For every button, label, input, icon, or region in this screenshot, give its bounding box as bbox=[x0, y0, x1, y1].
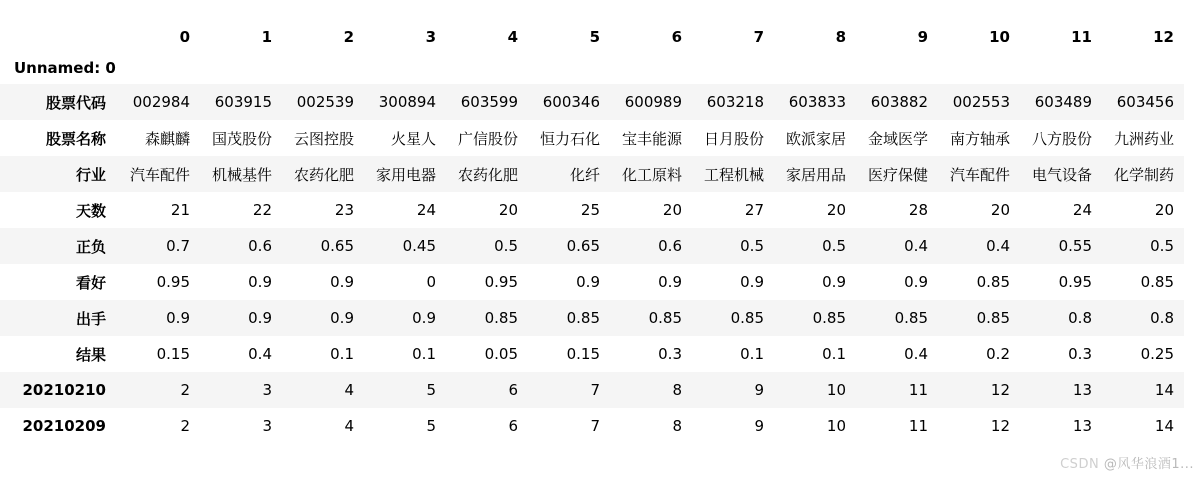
column-header: 8 bbox=[835, 28, 846, 46]
column-header: 11 bbox=[1071, 28, 1092, 46]
row-label: 看好 bbox=[75, 273, 106, 292]
cell: 600346 bbox=[528, 84, 610, 120]
column-header: 3 bbox=[425, 28, 436, 46]
cell: 0.5 bbox=[1102, 228, 1184, 264]
cell: 6 bbox=[446, 372, 528, 408]
table-row bbox=[0, 120, 1184, 156]
column-header: 9 bbox=[917, 28, 928, 46]
cell: 医疗保健 bbox=[856, 156, 938, 192]
cell: 4 bbox=[282, 372, 364, 408]
cell: 机械基件 bbox=[200, 156, 282, 192]
row-label: 行业 bbox=[0, 156, 118, 192]
header-corner-blank bbox=[0, 0, 118, 52]
cell: 002984 bbox=[118, 84, 200, 120]
column-header: 7 bbox=[753, 28, 764, 46]
cell: 0.15 bbox=[156, 345, 190, 363]
table-row bbox=[0, 84, 1184, 120]
cell: 300894 bbox=[364, 84, 446, 120]
row-label: 出手 bbox=[0, 300, 118, 336]
cell: 12 bbox=[990, 417, 1010, 435]
cell: 0.4 bbox=[248, 345, 272, 363]
cell: 0.65 bbox=[528, 228, 610, 264]
cell: 工程机械 bbox=[692, 156, 774, 192]
table-row bbox=[0, 300, 1184, 336]
cell: 10 bbox=[774, 372, 856, 408]
cell: 20 bbox=[662, 201, 682, 219]
cell: 0.85 bbox=[1140, 273, 1174, 291]
cell: 27 bbox=[744, 201, 764, 219]
cell: 欧派家居 bbox=[785, 129, 846, 148]
cell: 云图控股 bbox=[293, 129, 354, 148]
cell: 2 bbox=[118, 372, 200, 408]
cell: 0.9 bbox=[248, 273, 272, 291]
cell: 0.6 bbox=[200, 228, 282, 264]
cell: 0.95 bbox=[484, 273, 518, 291]
cell: 13 bbox=[1020, 372, 1102, 408]
cell: 电气设备 bbox=[1020, 156, 1102, 192]
cell: 日月股份 bbox=[703, 129, 764, 148]
cell: 25 bbox=[580, 201, 600, 219]
column-header: 4 bbox=[507, 28, 518, 46]
watermark-text: @风华浪酒1... bbox=[1103, 457, 1194, 472]
cell: 0.9 bbox=[200, 300, 282, 336]
watermark-tag: CSDN bbox=[1060, 457, 1100, 472]
cell: 森麒麟 bbox=[144, 129, 190, 148]
cell: 603882 bbox=[856, 84, 938, 120]
cell: 20 bbox=[826, 201, 846, 219]
cell: 23 bbox=[334, 201, 354, 219]
cell: 化工原料 bbox=[610, 156, 692, 192]
cell: 八方股份 bbox=[1031, 129, 1092, 148]
cell: 国茂股份 bbox=[211, 129, 272, 148]
cell: 11 bbox=[856, 372, 938, 408]
cell: 0.9 bbox=[282, 300, 364, 336]
cell: 化学制药 bbox=[1102, 156, 1184, 192]
cell: 22 bbox=[252, 201, 272, 219]
cell: 002553 bbox=[938, 84, 1020, 120]
row-label: 天数 bbox=[75, 201, 106, 220]
cell: 0.1 bbox=[822, 345, 846, 363]
cell: 0.3 bbox=[1068, 345, 1092, 363]
cell: 化纤 bbox=[528, 156, 610, 192]
cell: 0.1 bbox=[412, 345, 436, 363]
cell: 金域医学 bbox=[867, 129, 928, 148]
cell: 12 bbox=[938, 372, 1020, 408]
cell: 0.9 bbox=[740, 273, 764, 291]
cell: 0.85 bbox=[446, 300, 528, 336]
row-label: 20210210 bbox=[0, 372, 118, 408]
column-header: 2 bbox=[343, 28, 354, 46]
cell: 家用电器 bbox=[364, 156, 446, 192]
cell: 0.85 bbox=[610, 300, 692, 336]
cell: 20 bbox=[498, 201, 518, 219]
cell: 恒力石化 bbox=[539, 129, 600, 148]
cell: 火星人 bbox=[390, 129, 436, 148]
column-header: 5 bbox=[589, 28, 600, 46]
row-label: 结果 bbox=[75, 345, 106, 364]
cell: 11 bbox=[908, 417, 928, 435]
cell: 603915 bbox=[200, 84, 282, 120]
table-row bbox=[0, 228, 1184, 264]
cell: 6 bbox=[508, 417, 518, 435]
cell: 0.9 bbox=[658, 273, 682, 291]
cell: 0.55 bbox=[1020, 228, 1102, 264]
cell: 002539 bbox=[282, 84, 364, 120]
index-name-row bbox=[0, 52, 1184, 84]
cell: 0.9 bbox=[364, 300, 446, 336]
cell: 7 bbox=[528, 372, 610, 408]
cell: 0.5 bbox=[446, 228, 528, 264]
cell: 南方轴承 bbox=[949, 129, 1010, 148]
cell: 0.05 bbox=[484, 345, 518, 363]
cell: 宝丰能源 bbox=[621, 129, 682, 148]
cell: 0.5 bbox=[692, 228, 774, 264]
cell: 农药化肥 bbox=[446, 156, 528, 192]
cell: 7 bbox=[590, 417, 600, 435]
cell: 24 bbox=[416, 201, 436, 219]
table-row bbox=[0, 156, 1184, 192]
cell: 0.2 bbox=[986, 345, 1010, 363]
cell: 0.9 bbox=[118, 300, 200, 336]
cell: 0.6 bbox=[610, 228, 692, 264]
cell: 0.5 bbox=[774, 228, 856, 264]
cell: 0.9 bbox=[822, 273, 846, 291]
column-header: 6 bbox=[671, 28, 682, 46]
cell: 0.95 bbox=[1058, 273, 1092, 291]
cell: 汽车配件 bbox=[938, 156, 1020, 192]
cell: 0.25 bbox=[1140, 345, 1174, 363]
table-row bbox=[0, 372, 1184, 408]
cell: 13 bbox=[1072, 417, 1092, 435]
cell: 0.65 bbox=[282, 228, 364, 264]
table-row bbox=[0, 336, 1184, 372]
cell: 0.8 bbox=[1102, 300, 1184, 336]
cell: 3 bbox=[262, 417, 272, 435]
cell: 0.1 bbox=[740, 345, 764, 363]
cell: 0.85 bbox=[528, 300, 610, 336]
table-header-row bbox=[0, 0, 1184, 52]
cell: 5 bbox=[426, 417, 436, 435]
cell: 0.15 bbox=[566, 345, 600, 363]
row-label: 20210209 bbox=[22, 417, 106, 435]
cell: 广信股份 bbox=[457, 129, 518, 148]
column-header: 12 bbox=[1153, 28, 1174, 46]
cell: 21 bbox=[170, 201, 190, 219]
cell: 24 bbox=[1072, 201, 1092, 219]
cell: 0.85 bbox=[692, 300, 774, 336]
row-label: 股票名称 bbox=[45, 129, 106, 148]
cell: 14 bbox=[1154, 417, 1174, 435]
cell: 九洲药业 bbox=[1113, 129, 1174, 148]
cell: 14 bbox=[1102, 372, 1184, 408]
row-label: 正负 bbox=[0, 228, 118, 264]
cell: 0.9 bbox=[904, 273, 928, 291]
cell: 0.4 bbox=[904, 345, 928, 363]
column-header: 10 bbox=[989, 28, 1010, 46]
cell: 9 bbox=[754, 417, 764, 435]
cell: 20 bbox=[1154, 201, 1174, 219]
column-header: 0 bbox=[179, 28, 190, 46]
cell: 汽车配件 bbox=[118, 156, 200, 192]
cell: 0.8 bbox=[1020, 300, 1102, 336]
cell: 0.7 bbox=[118, 228, 200, 264]
cell: 3 bbox=[200, 372, 282, 408]
cell: 0.4 bbox=[856, 228, 938, 264]
cell: 28 bbox=[908, 201, 928, 219]
cell: 0.45 bbox=[364, 228, 446, 264]
cell: 20 bbox=[990, 201, 1010, 219]
table-row bbox=[0, 264, 1184, 300]
cell: 4 bbox=[344, 417, 354, 435]
cell: 9 bbox=[692, 372, 774, 408]
cell: 0.85 bbox=[856, 300, 938, 336]
cell: 0.85 bbox=[976, 273, 1010, 291]
cell: 603599 bbox=[446, 84, 528, 120]
cell: 0.3 bbox=[658, 345, 682, 363]
cell: 0.1 bbox=[330, 345, 354, 363]
table-row bbox=[0, 192, 1184, 228]
cell: 2 bbox=[180, 417, 190, 435]
cell: 0.85 bbox=[938, 300, 1020, 336]
cell: 0.95 bbox=[156, 273, 190, 291]
watermark bbox=[1060, 453, 1194, 472]
cell: 农药化肥 bbox=[282, 156, 364, 192]
cell: 0.85 bbox=[774, 300, 856, 336]
cell: 600989 bbox=[610, 84, 692, 120]
cell: 0 bbox=[426, 273, 436, 291]
cell: 603456 bbox=[1102, 84, 1184, 120]
cell: 0.4 bbox=[938, 228, 1020, 264]
index-name-label: Unnamed: 0 bbox=[14, 59, 116, 77]
cell: 603489 bbox=[1020, 84, 1102, 120]
cell: 8 bbox=[610, 372, 692, 408]
cell: 8 bbox=[672, 417, 682, 435]
cell: 603218 bbox=[692, 84, 774, 120]
cell: 家居用品 bbox=[774, 156, 856, 192]
cell: 5 bbox=[364, 372, 446, 408]
cell: 603833 bbox=[774, 84, 856, 120]
cell: 0.9 bbox=[330, 273, 354, 291]
cell: 10 bbox=[826, 417, 846, 435]
column-header: 1 bbox=[261, 28, 272, 46]
cell: 0.9 bbox=[576, 273, 600, 291]
row-label: 股票代码 bbox=[0, 84, 118, 120]
table-row bbox=[0, 408, 1184, 444]
